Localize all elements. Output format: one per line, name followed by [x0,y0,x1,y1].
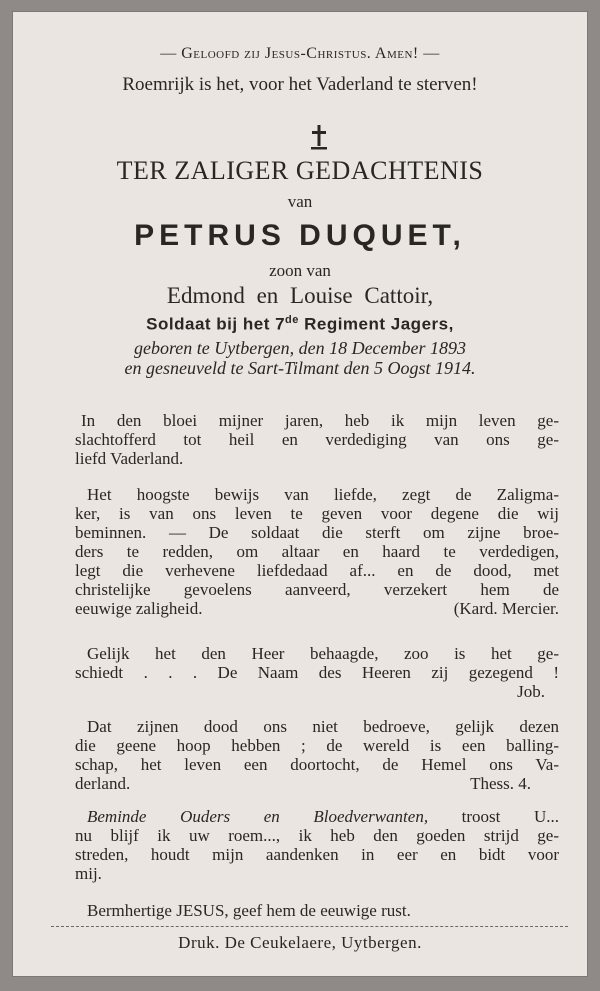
paragraph-mercier [75,485,559,618]
cross-icon [309,124,329,152]
quote-source: Thess. 4. [470,774,531,793]
paragraph-job [75,644,559,701]
paragraph-parents [75,807,559,883]
text-line: die geene hoop hebben ; de wereld is een balling- [75,736,559,755]
text-line: ker, is van ons leven te geven voor degene die wij [75,504,559,523]
text-line: slachtofferd tot heil en verdediging van ons ge- [75,430,559,449]
header-invocation: — Geloofd zij Jesus-Christus. Amen! — [160,45,440,62]
text-line: christelijke gevoelens aanveerd, verzekert hem de [75,580,559,599]
van-label: van [287,192,313,211]
quote-source: (Kard. Mercier. [453,599,559,618]
closing-prayer [87,901,571,920]
parents-names: Edmond en Louise Cattoir, [166,283,434,308]
header-motto: Roemrijk is het, voor het Vaderland te sterven! [122,74,478,95]
text-fragment: troost U... [428,807,560,826]
regiment-text-pre: Soldaat bij het 7 [146,314,286,334]
text-line-with-source [75,599,559,618]
memorial-card [13,12,587,976]
regiment-ordinal: de [285,314,299,326]
memorial-heading: TER ZALIGER GEDACHTENIS [116,156,484,185]
text-line: streden, houdt mijn aandenken in eer en bidt voor [75,845,559,864]
text-line: eeuwige zaligheid. [75,599,203,618]
text-line: beminnen. — De soldaat die sterft om zijne broe- [75,523,559,542]
text-line: legt die verhevene liefdedaad af... en de dood, met [75,561,559,580]
deceased-name: PETRUS DUQUET, [134,219,466,252]
quote-source: Job. [517,682,545,701]
text-line: Het hoogste bewijs van liefde, zegt de Zaligma- [87,485,559,504]
zoon-van-label: zoon van [269,261,331,280]
text-line: mij. [75,864,102,883]
text-line: schiedt . . . De Naam des Heeren zij gezegend ! [75,663,559,682]
text-line: liefd Vaderland. [75,449,184,468]
addressee: Beminde Ouders en Bloedverwanten, [87,807,429,826]
printer-credit: Druk. De Ceukelaere, Uytbergen. [178,933,422,952]
footer-divider [51,926,568,927]
text-line: Dat zijnen dood ons niet bedroeve, gelijk dezen [87,717,559,736]
text-line-with-source [75,774,559,793]
text-line: Gelijk het den Heer behaagde, zoo is het ge- [87,644,559,663]
text-line [75,807,559,826]
text-line: derland. [75,774,131,793]
paragraph-sacrifice [75,411,559,468]
regiment-text-post: Regiment Jagers, [298,314,454,334]
prayer-text: Bermhertige JESUS, geef hem de eeuwige rust. [87,901,411,920]
text-line: ders te redden, om altaar en haard te verdedigen, [75,542,559,561]
text-line: In den bloei mijner jaren, heb ik mijn leven ge- [81,411,559,430]
death-line: en gesneuveld te Sart-Tilmant den 5 Oogst 1914. [124,358,476,378]
paragraph-thess [75,717,559,793]
text-line: schap, het leven een doortocht, de Hemel ons Va- [75,755,559,774]
birth-line: geboren te Uytbergen, den 18 December 1893 [133,338,467,358]
regiment-line [13,314,587,335]
text-line: nu blijf ik uw roem..., ik heb den goeden strijd ge- [75,826,559,845]
